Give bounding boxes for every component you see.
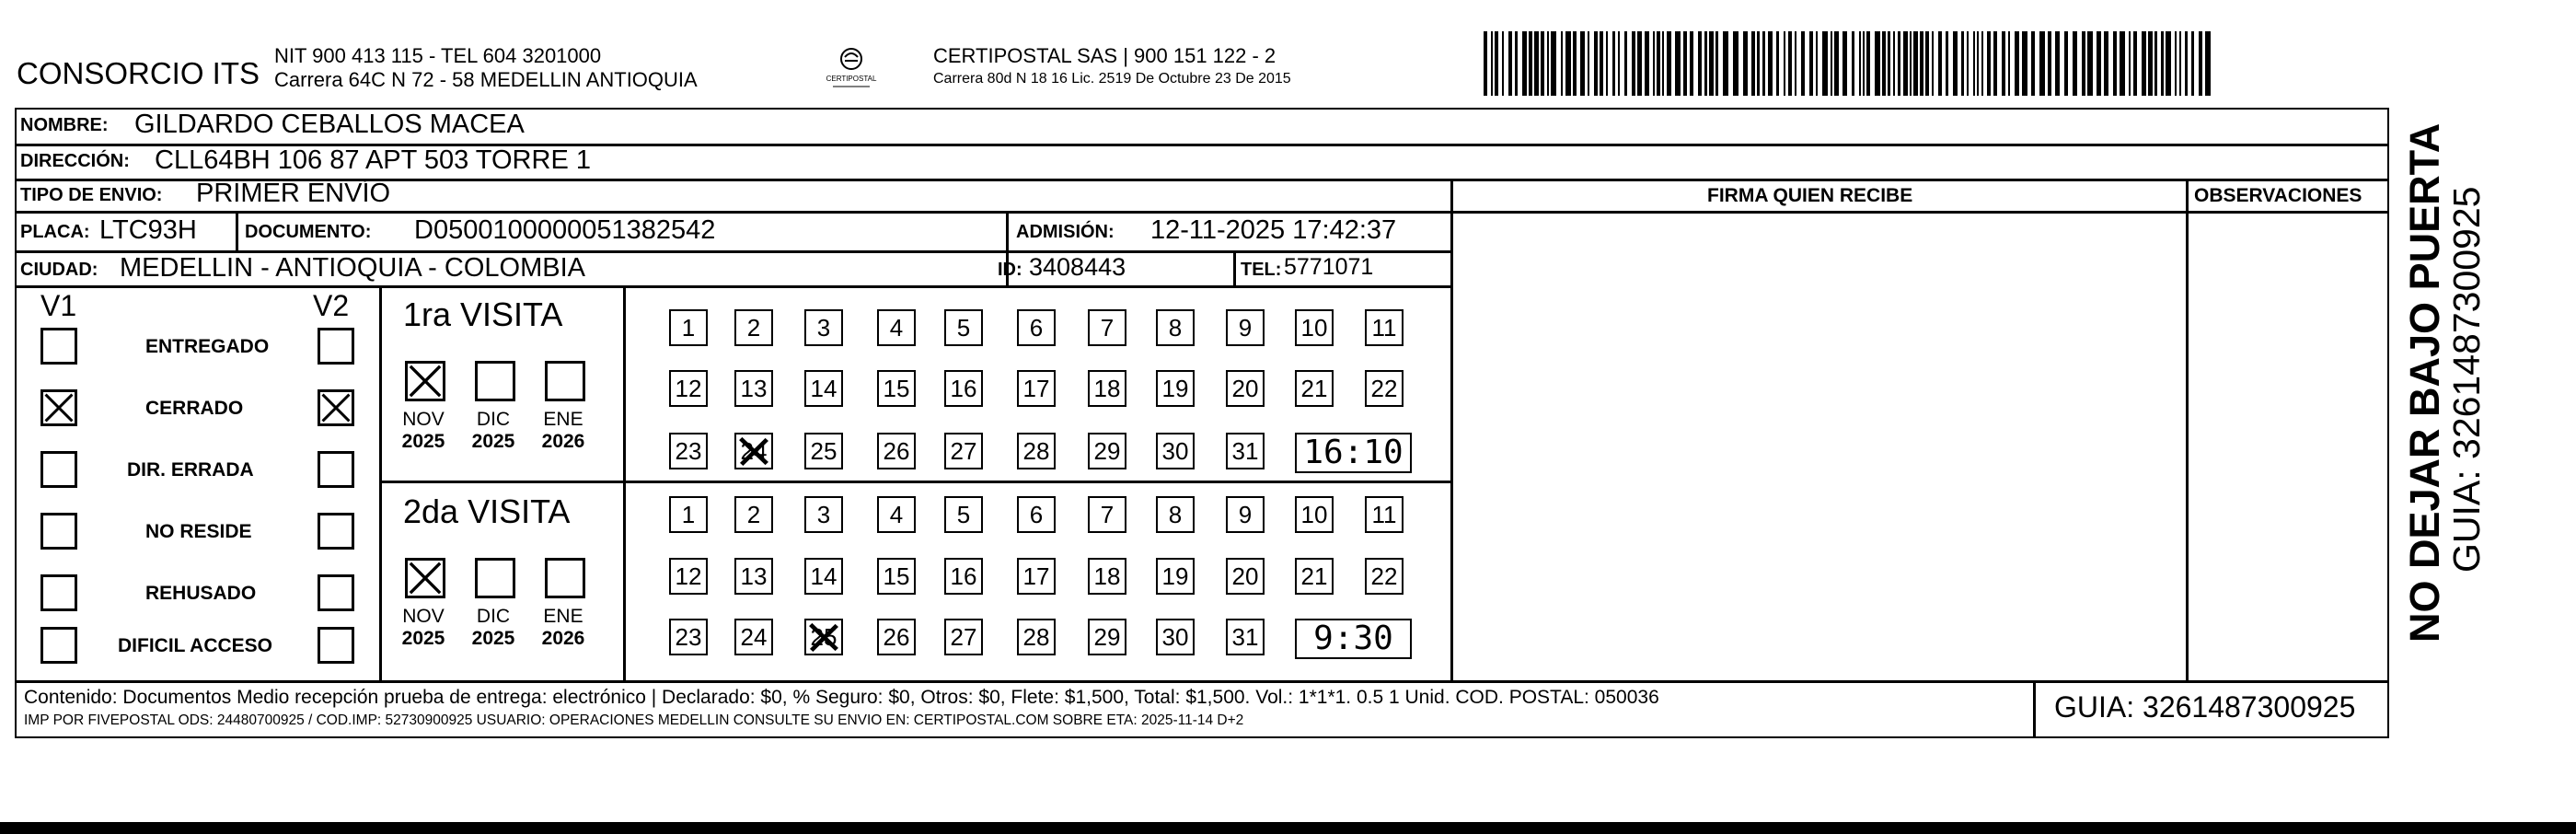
day-box[interactable]: 20 [1226,370,1265,407]
day-box[interactable]: 19 [1156,558,1195,595]
nombre-value: GILDARDO CEBALLOS MACEA [134,110,525,139]
documento-label: DOCUMENTO: [245,222,372,242]
day-mark [736,434,771,468]
day-box[interactable]: 22 [1365,558,1404,595]
day-box[interactable]: 23 [669,619,708,655]
day-box[interactable]: 25 [804,619,843,655]
day-box[interactable]: 25 [804,433,843,469]
status-v1-checkbox[interactable] [40,574,77,611]
day-box[interactable]: 1 [669,496,708,533]
tipo-value: PRIMER ENVÍO [196,179,391,208]
admision-value: 12-11-2025 17:42:37 [1150,215,1397,245]
day-box[interactable]: 27 [944,433,983,469]
day-box[interactable]: 12 [669,558,708,595]
ciudad-value: MEDELLIN - ANTIOQUIA - COLOMBIA [120,253,585,283]
month-year: 2025 [401,431,445,453]
day-box[interactable]: 15 [877,558,916,595]
status-v2-checkbox[interactable] [318,513,354,550]
month-name: DIC [476,409,511,430]
day-box[interactable]: 5 [944,496,983,533]
day-box[interactable]: 20 [1226,558,1265,595]
day-box[interactable]: 2 [734,496,773,533]
month-name: ENE [543,409,583,430]
svg-text:CERTIPOSTAL: CERTIPOSTAL [826,75,877,83]
col-line [623,285,626,681]
status-label: DIR. ERRADA [127,459,254,481]
placa-label: PLACA: [20,222,90,242]
day-box[interactable]: 3 [804,309,843,346]
company-address: Carrera 64C N 72 - 58 MEDELLIN ANTIOQUIA [274,68,698,91]
col-line [236,211,238,251]
day-box[interactable]: 17 [1017,370,1056,407]
ciudad-label: CIUDAD: [20,260,98,280]
row-line [1452,211,2389,214]
month-name: DIC [476,606,511,627]
day-box[interactable]: 9 [1226,309,1265,346]
month-name: ENE [543,606,583,627]
month-year: 2025 [471,628,515,650]
status-v2-checkbox[interactable] [318,574,354,611]
month-label [396,606,451,650]
row-line [379,481,1452,483]
row-line [15,211,1452,214]
day-box[interactable]: 2 [734,309,773,346]
firma-header: FIRMA QUIEN RECIBE [1707,185,1913,206]
day-box[interactable]: 6 [1017,309,1056,346]
day-box[interactable]: 31 [1226,433,1265,469]
side-guia: GUIA: 3261487300925 [2445,186,2488,573]
direccion-label: DIRECCIÓN: [20,151,130,171]
day-box[interactable]: 24 [734,619,773,655]
day-box[interactable]: 26 [877,619,916,655]
day-box[interactable]: 4 [877,309,916,346]
day-box[interactable]: 26 [877,433,916,469]
day-box[interactable]: 13 [734,558,773,595]
month-checkbox[interactable] [545,361,585,401]
month-checkbox[interactable] [405,558,445,598]
status-v2-checkbox[interactable] [318,389,354,426]
status-label: DIFICIL ACCESO [118,635,273,656]
day-box[interactable]: 7 [1088,309,1126,346]
col-line [2186,179,2189,682]
company-nit: NIT 900 413 115 - TEL 604 3201000 [274,44,602,67]
day-box[interactable]: 21 [1295,370,1334,407]
certipostal-logo [810,44,893,99]
month-label [536,606,591,650]
day-box[interactable]: 17 [1017,558,1056,595]
day-box[interactable]: 3 [804,496,843,533]
month-checkbox[interactable] [545,558,585,598]
observaciones-header: OBSERVACIONES [2194,185,2362,206]
month-name: NOV [402,409,445,430]
month-year: 2026 [541,628,585,650]
footer-guia: GUIA: 3261487300925 [2054,690,2356,724]
day-box[interactable]: 24 [734,433,773,469]
month-year: 2025 [401,628,445,650]
status-v1-checkbox[interactable] [40,513,77,550]
status-label: NO RESIDE [145,521,252,542]
day-box[interactable]: 30 [1156,433,1195,469]
day-box[interactable]: 9 [1226,496,1265,533]
day-box[interactable]: 29 [1088,619,1126,655]
day-box[interactable]: 10 [1295,309,1334,346]
visit-title: 1ra VISITA [403,295,563,333]
row-line [15,285,1452,288]
day-box[interactable]: 27 [944,619,983,655]
month-year: 2026 [541,431,585,453]
day-box[interactable]: 6 [1017,496,1056,533]
day-box[interactable]: 23 [669,433,708,469]
month-label [536,409,591,453]
carrier-name: CERTIPOSTAL SAS | 900 151 122 - 2 [933,44,1276,67]
visit-title: 2da VISITA [403,492,571,530]
company-name: CONSORCIO ITS [17,56,260,90]
day-box[interactable]: 7 [1088,496,1126,533]
month-label [396,409,451,453]
status-v2-checkbox[interactable] [318,627,354,664]
day-box[interactable]: 21 [1295,558,1334,595]
day-box[interactable]: 16 [944,370,983,407]
placa-value: LTC93H [99,215,197,245]
tel-value: 5771071 [1284,254,1374,280]
month-checkbox[interactable] [475,361,515,401]
side-warning: NO DEJAR BAJO PUERTA [2401,122,2448,643]
month-checkbox[interactable] [405,361,445,401]
day-box[interactable]: 10 [1295,496,1334,533]
v2-label: V2 [313,289,350,322]
status-v1-checkbox[interactable] [40,451,77,488]
day-box[interactable]: 8 [1156,496,1195,533]
month-name: NOV [402,606,445,627]
documento-value: D0500100000051382542 [414,215,716,245]
nombre-label: NOMBRE: [20,115,109,135]
day-box[interactable]: 22 [1365,370,1404,407]
status-label: REHUSADO [145,583,257,604]
tipo-label: TIPO DE ENVIO: [20,185,163,205]
bottom-bar [0,822,2576,834]
status-label: ENTREGADO [145,336,270,357]
day-box[interactable]: 28 [1017,619,1056,655]
day-box[interactable]: 14 [804,558,843,595]
status-v1-checkbox[interactable] [40,389,77,426]
admision-label: ADMISIÓN: [1016,222,1115,242]
month-label [466,409,521,453]
barcode [1484,31,2218,96]
day-box[interactable]: 29 [1088,433,1126,469]
v1-label: V1 [40,289,77,322]
status-v2-checkbox[interactable] [318,451,354,488]
day-box[interactable]: 15 [877,370,916,407]
day-box[interactable]: 30 [1156,619,1195,655]
status-v1-checkbox[interactable] [40,328,77,365]
day-box[interactable]: 14 [804,370,843,407]
tel-label: TEL: [1241,260,1282,280]
visit-time[interactable]: 16:10 [1295,433,1412,473]
status-v2-checkbox[interactable] [318,328,354,365]
day-box[interactable]: 13 [734,370,773,407]
col-line [2033,680,2036,738]
day-box[interactable]: 28 [1017,433,1056,469]
month-checkbox[interactable] [475,558,515,598]
id-value: 3408443 [1029,253,1126,281]
day-box[interactable]: 19 [1156,370,1195,407]
status-v1-checkbox[interactable] [40,627,77,664]
visit-time[interactable]: 9:30 [1295,619,1412,659]
day-box[interactable]: 11 [1365,496,1404,533]
col-line [379,285,382,681]
day-box[interactable]: 31 [1226,619,1265,655]
carrier-license: Carrera 80d N 18 16 Lic. 2519 De Octubre 23 De 2015 [933,71,1291,87]
day-box[interactable]: 18 [1088,370,1126,407]
day-box[interactable]: 11 [1365,309,1404,346]
imp-text: IMP POR FIVEPOSTAL ODS: 24480700925 / COD.IMP: 52730900925 USUARIO: OPERACIONES MEDELLIN CONSULTE SU ENVIO EN: CERTIPOSTAL.COM SOBRE ETA: 2025-11-14 D+2 [24,712,1244,728]
direccion-value: CLL64BH 106 87 APT 503 TORRE 1 [155,145,591,175]
month-year: 2025 [471,431,515,453]
day-box[interactable]: 1 [669,309,708,346]
id-label: ID: [998,260,1022,280]
col-line [1450,179,1453,682]
status-label: CERRADO [145,398,244,419]
day-box[interactable]: 16 [944,558,983,595]
day-box[interactable]: 5 [944,309,983,346]
day-box[interactable]: 12 [669,370,708,407]
day-box[interactable]: 4 [877,496,916,533]
col-line [1233,250,1236,285]
day-mark [806,620,841,654]
month-label [466,606,521,650]
day-box[interactable]: 18 [1088,558,1126,595]
contenido-text: Contenido: Documentos Medio recepción prueba de entrega: electrónico | Declarado: $0, % Seguro: $0, Otros: $0, Flete: $1,500, Total: $1,500. Vol.: 1*1*1. 0.5 1 Unid. COD. POSTAL: 050036 [24,687,1659,708]
day-box[interactable]: 8 [1156,309,1195,346]
